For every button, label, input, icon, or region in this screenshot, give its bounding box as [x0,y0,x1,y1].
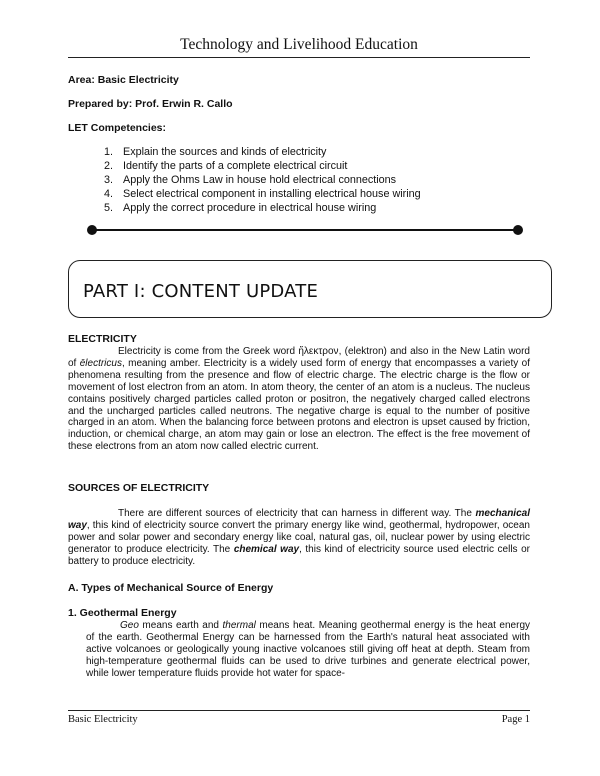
list-item-text: Explain the sources and kinds of electricity [123,146,327,158]
text-run: , this kind of electricity source convert the primary energy like wind, geothermal, hydropower, ocean power and solar power and secondary energy like coal, natural gas, oil, nuclear power by using electric generator to produce electricity. The [68,519,530,555]
list-item-text: Select electrical component in installing electrical house wiring [123,188,421,200]
list-item [104,187,421,201]
list-item [104,145,421,159]
text-run: , (elektron) and also in the New Latin word of [68,346,530,369]
sources-paragraph [68,508,530,568]
divider-bar [92,229,518,231]
list-item-number: 1. [104,146,114,158]
geothermal-heading: 1. Geothermal Energy [68,607,177,619]
text-run: , this kind of electricity source used electric cells or battery to produce electricity. [68,543,530,567]
text-run: There are different sources of electricity that can harness in different way. The [118,508,476,519]
page-number: Page 1 [501,714,530,725]
list-item-text: Identify the parts of a complete electrical circuit [123,160,348,172]
footer-title: Basic Electricity [68,714,138,725]
list-item-number: 4. [104,188,114,200]
chemical-way-term: chemical way [233,543,300,555]
text-run: , meaning amber. Electricity is a widely used form of energy that encompasses a variety of phenomena resulting from the presence and flow of electric charge. The electric charge is the flow or movement of lost electron from an atom. In atom theory, the center of an atom is a nucleus. The nucleus contains positively charged particles called proton or positron, the negatively charged called electrons and the uncharged particles called neutrons. The negative charge is equal to the number of positive charged in an atom. When the balancing force between protons and electron is upset caused by friction, induction, or chemical charge, an atom may gain or lose an electron. The effect is the free movement of these electrons from an atom now called electric current. [68,357,530,453]
text-run: means heat. Meaning geothermal energy is the heat energy of the earth. Geothermal Energy can be harnessed from the Earth's natural heat associated with active volcanoes or geologically young inactive volcanoes still giving off heat at depth. Steam from high-temperature geothermal fluids can be used to drive turbines and generate electrical power, while lower temperature fluids provide hot water for space- [86,620,531,679]
text-run: means earth and [138,620,223,631]
list-item-text: Apply the correct procedure in electrical house wiring [123,202,377,214]
geothermal-paragraph [86,620,530,680]
list-item [104,159,421,173]
prepared-by-line: Prepared by: Prof. Erwin R. Callo [68,98,233,110]
page-header-title: Technology and Livelihood Education [180,36,418,53]
types-heading: A. Types of Mechanical Source of Energy [68,582,274,594]
list-item-number: 2. [104,160,114,172]
list-item-number: 5. [104,202,114,214]
latin-word: ēlectricus [79,357,122,369]
list-item-number: 3. [104,174,114,186]
divider-left-dot [87,225,97,235]
geo-term: Geo [120,620,139,631]
electricity-heading: ELECTRICITY [68,333,137,345]
list-item-text: Apply the Ohms Law in house hold electrical connections [123,174,397,186]
divider-right-dot [513,225,523,235]
greek-word: ἤλεκτρον [298,346,339,357]
part-title: PART I: CONTENT UPDATE [83,281,319,302]
header-rule [68,57,530,58]
thermal-term: thermal [222,620,256,631]
area-line: Area: Basic Electricity [68,74,179,86]
electricity-paragraph [68,346,530,453]
part-title-box [68,260,552,318]
competencies-label: LET Competencies: [68,122,167,134]
footer-rule [68,710,530,711]
list-item [104,173,421,187]
list-item [104,201,421,215]
competencies-list [104,145,421,215]
text-run: Electricity is come from the Greek word [118,346,299,357]
sources-heading: SOURCES OF ELECTRICITY [68,482,210,494]
mechanical-way-term: mechanical way [68,508,530,531]
